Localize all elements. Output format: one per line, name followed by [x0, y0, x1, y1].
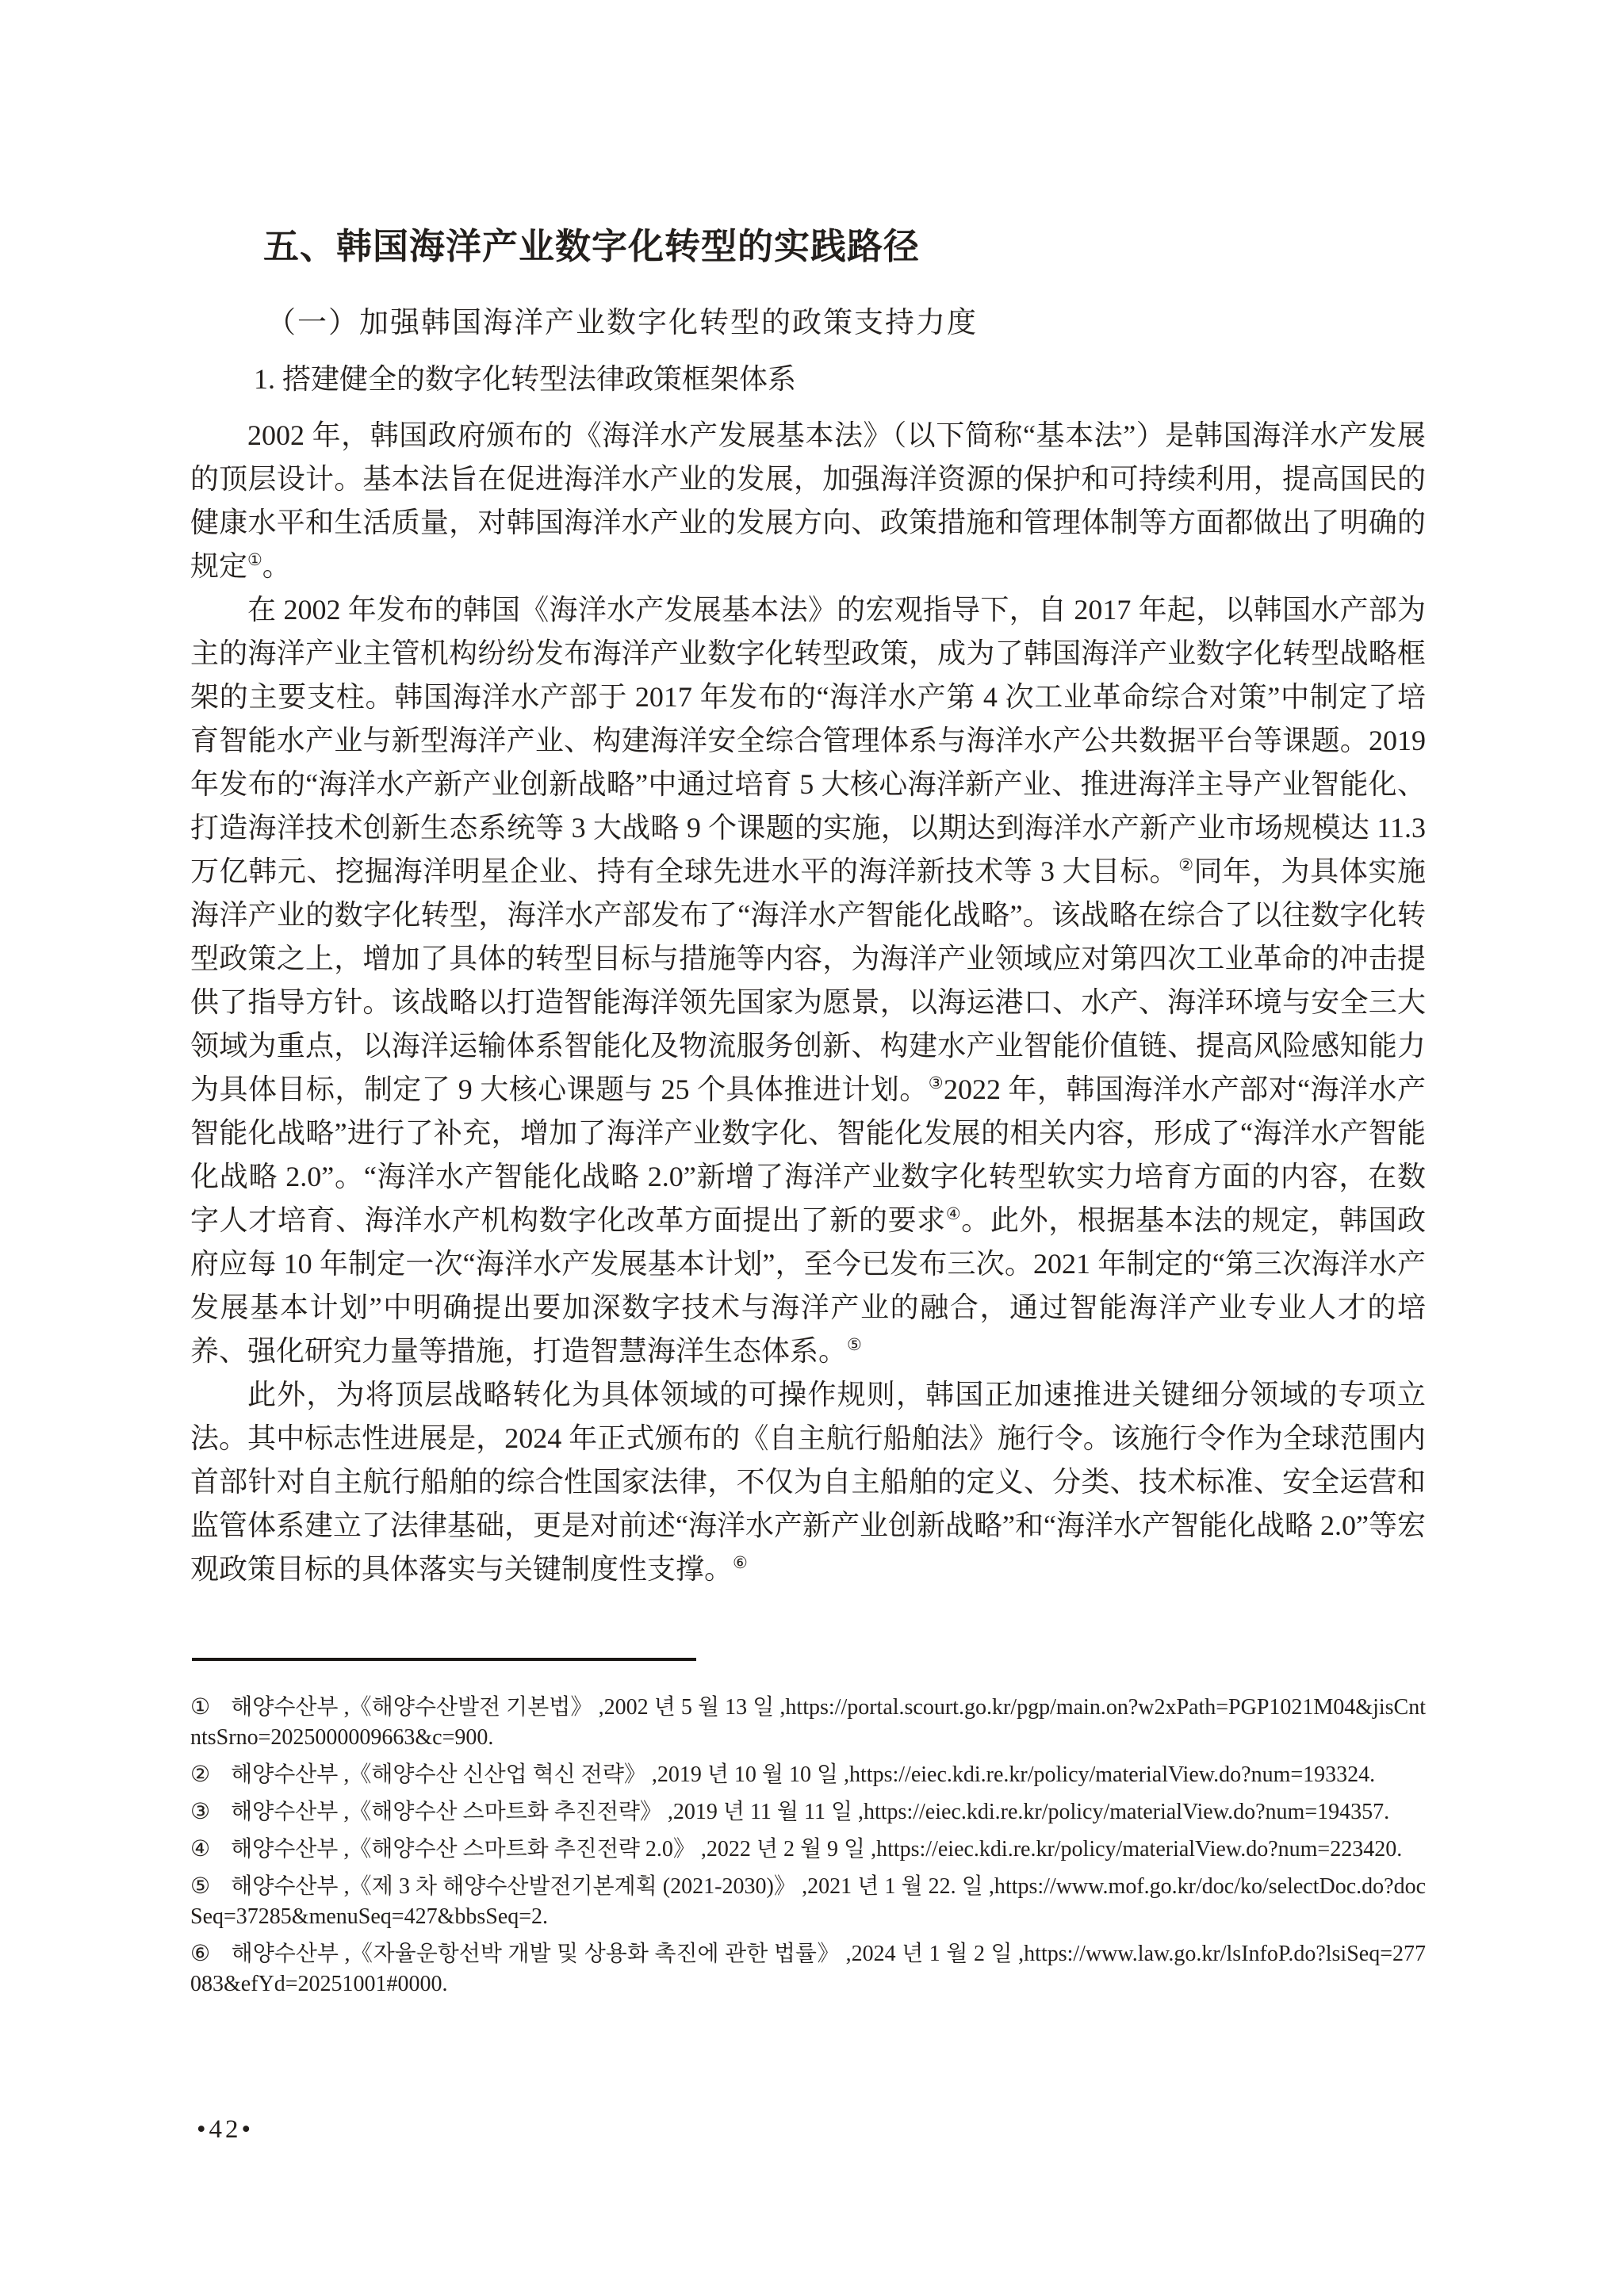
- footnote-marker: ②: [190, 1762, 211, 1787]
- footnote-marker: ④: [190, 1837, 211, 1862]
- footnote-reference: ⑥: [733, 1553, 748, 1572]
- footnote-reference: ①: [247, 550, 262, 569]
- paragraph-text: 在 2002 年发布的韩国《海洋水产发展基本法》的宏观指导下，自 2017 年起，以韩国水产部为主的海洋产业主管机构纷纷发布海洋产业数字化转型政策，成为了韩国海洋产业数字化转型战略框架的主要支柱。韩国海洋水产部于 2017 年发布的“海洋水产第 4 次工业革命综合对策”中制定了培育智能水产业与新型海洋产业、构建海洋安全综合管理体系与海洋水产公共数据平台等课题。2019 年发布的“海洋水产新产业创新战略”中通过培育 5 大核心海洋新产业、推进海洋主导产业智能化、打造海洋技术创新生态系统等 3 大战略 9 个课题的实施，以期达到海洋水产新产业市场规模达 11.3 万亿韩元、挖掘海洋明星企业、持有全球先进水平的海洋新技术等 3 大目标。: [190, 594, 1426, 887]
- section-heading: 五、韩国海洋产业数字化转型的实践路径: [263, 226, 921, 266]
- footnote-marker: ⑥: [190, 1942, 211, 1966]
- footnote-marker: ⑤: [190, 1874, 211, 1899]
- footnote-item: [190, 1872, 1426, 1932]
- footnote-separator: [192, 1658, 696, 1661]
- paragraph-text: 。: [262, 550, 291, 582]
- paragraph-text: 同年，为具体实施海洋产业的数字化转型，海洋水产部发布了“海洋水产智能化战略”。该战略在综合了以往数字化转型政策之上，增加了具体的转型目标与措施等内容，为海洋产业领域应对第四次工业革命的冲击提供了指导方针。该战略以打造智能海洋领先国家为愿景，以海运港口、水产、海洋环境与安全三大领域为重点，以海洋运输体系智能化及物流服务创新、构建水产业智能价值链、提高风险感知能力为具体目标，制定了 9 大核心课题与 25 个具体推进计划。: [190, 855, 1426, 1105]
- footnote-text: 해양수산부 ,《해양수산 스마트화 추진전략 2.0》 ,2022 년 2 월 9 일 ,https://eiec.kdi.re.kr/policy/materialView.do?num=223420.: [231, 1837, 1403, 1862]
- footnote-text: 해양수산부 ,《제 3 차 해양수산발전기본계획 (2021-2030)》 ,2021 년 1 월 22. 일 ,https://www.mof.go.kr/doc/ko/selectDoc.do?docSeq=37285&menuSeq=427&bbsSeq=2.: [190, 1874, 1426, 1929]
- footnote-reference: ③: [928, 1073, 944, 1093]
- footnote-item: [190, 1939, 1426, 1999]
- item-heading: 1. 搭建健全的数字化转型法律政策框架体系: [254, 363, 797, 395]
- body-paragraph: [190, 414, 1426, 588]
- footnotes: [190, 1693, 1426, 1999]
- footnote-text: 해양수산부 ,《자율운항선박 개발 및 상용화 촉진에 관한 법률》 ,2024 년 1 월 2 일 ,https://www.law.go.kr/lsInfoP.do?lsiSeq=277083&efYd=20251001#0000.: [190, 1942, 1426, 1996]
- footnote-item: [190, 1760, 1426, 1790]
- footnote-item: [190, 1835, 1426, 1865]
- subsection-heading: （一）加强韩国海洋产业数字化转型的政策支持力度: [266, 307, 978, 339]
- footnote-reference: ②: [1178, 855, 1194, 874]
- footnote-text: 해양수산부 ,《해양수산 신산업 혁신 전략》 ,2019 년 10 월 10 일 ,https://eiec.kdi.re.kr/policy/materialView.do?num=193324.: [231, 1762, 1376, 1787]
- footnote-text: 해양수산부 ,《해양수산발전 기본법》 ,2002 년 5 월 13 일 ,https://portal.scourt.go.kr/pgp/main.on?w2xPath=PGP1021M04&jisCntntsSrno=2025000009663&c=900.: [190, 1695, 1426, 1750]
- page-number: •42•: [197, 2115, 255, 2144]
- footnote-item: [190, 1797, 1426, 1827]
- paragraph-text: 此外，为将顶层战略转化为具体领域的可操作规则，韩国正加速推进关键细分领域的专项立法。其中标志性进展是，2024 年正式颁布的《自主航行船舶法》施行令。该施行令作为全球范围内首部针对自主航行船舶的综合性国家法律，不仅为自主船舶的定义、分类、技术标准、安全运营和监管体系建立了法律基础，更是对前述“海洋水产新产业创新战略”和“海洋水产智能化战略 2.0”等宏观政策目标的具体落实与关键制度性支撑。: [190, 1379, 1426, 1585]
- footnote-item: [190, 1693, 1426, 1753]
- body-paragraphs: [190, 414, 1426, 1591]
- body-paragraph: [190, 588, 1426, 1373]
- paragraph-text: 2022 年，韩国海洋水产部对“海洋水产智能化战略”进行了补充，增加了海洋产业数字化、智能化发展的相关内容，形成了“海洋水产智能化战略 2.0”。“海洋水产智能化战略 2.0”新增了海洋产业数字化转型软实力培育方面的内容，在数字人才培育、海洋水产机构数字化改革方面提出了新的要求: [190, 1073, 1426, 1236]
- paragraph-text: 。此外，根据基本法的规定，韩国政府应每 10 年制定一次“海洋水产发展基本计划”，至今已发布三次。2021 年制定的“第三次海洋水产发展基本计划”中明确提出要加深数字技术与海洋产业的融合，通过智能海洋产业专业人才的培养、强化研究力量等措施，打造智慧海洋生态体系。: [190, 1204, 1426, 1367]
- paragraph-text: 2002 年，韩国政府颁布的《海洋水产发展基本法》（以下简称“基本法”）是韩国海洋水产发展的顶层设计。基本法旨在促进海洋水产业的发展，加强海洋资源的保护和可持续利用，提高国民的健康水平和生活质量，对韩国海洋水产业的发展方向、政策措施和管理体制等方面都做出了明确的规定: [190, 419, 1426, 582]
- footnote-reference: ④: [945, 1204, 962, 1223]
- footnote-marker: ①: [190, 1695, 211, 1720]
- body-paragraph: [190, 1373, 1426, 1591]
- footnote-marker: ③: [190, 1800, 211, 1824]
- footnote-reference: ⑤: [847, 1335, 862, 1354]
- footnote-text: 해양수산부 ,《해양수산 스마트화 추진전략》 ,2019 년 11 월 11 일 ,https://eiec.kdi.re.kr/policy/materialView.do?num=194357.: [231, 1800, 1390, 1824]
